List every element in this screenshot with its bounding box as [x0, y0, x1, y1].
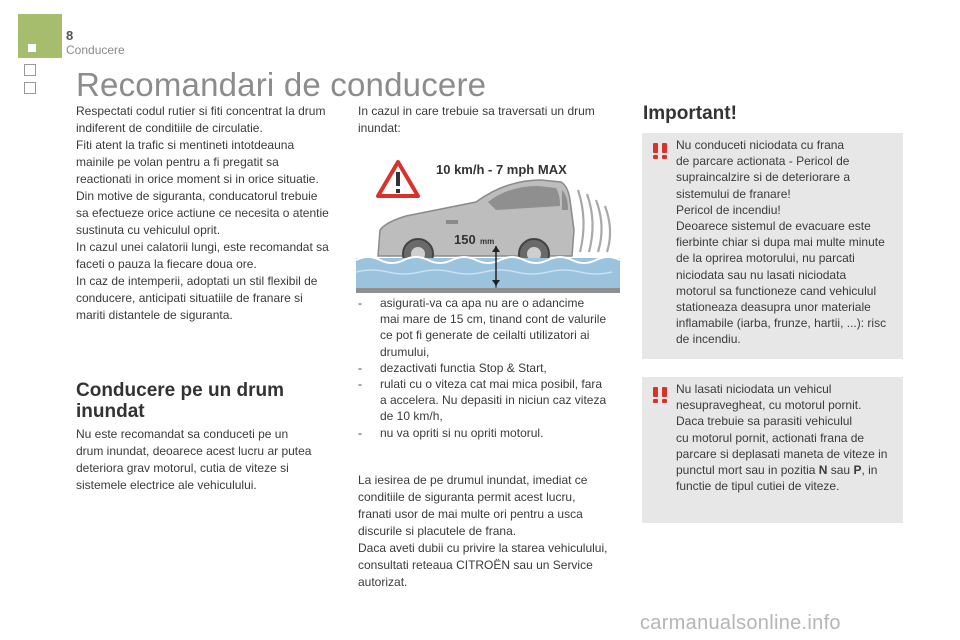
tab-square-icon: [28, 44, 36, 52]
depth-value: 150: [454, 232, 476, 247]
section-name: Conducere: [66, 43, 125, 57]
nav-square-icon: [24, 82, 36, 94]
list-item: - rulati cu o viteza cat mai mica posibil, fara a accelera. Nu depasiti in niciun caz viteza de 10 km/h,: [358, 377, 607, 424]
nav-square-icon: [24, 64, 36, 76]
gear-position-line: punctul mort sau in pozitia N sau P, in: [676, 463, 878, 478]
important-heading: Important!: [643, 103, 737, 124]
crossing-instructions-list: [358, 295, 623, 441]
double-exclamation-icon: [650, 143, 670, 159]
intro-text: Respectati codul rutier si fiti concentrat la drum indiferent de conditiile de circulatie. Fiti atent la trafic si mentineti intotdeauna mainile pe volan pentru a fi pregatit sa reactionati in orice moment si in orice situatie. Din motive de siguranta, conducatorul trebuie sa efectueze orice actiune ce necesita o atentie sustinuta cu vehiculul oprit. In cazul unei calatorii lungi, este recomandat sa faceti o pauza la fiecare doua ore. In caz de intemperii, adoptati un stil flexibil de conducere, anticipati situatiile de franare si mariti distantele de siguranta.: [76, 104, 329, 322]
parking-brake-warning-box: [642, 133, 903, 359]
section-color-tab: [18, 14, 62, 58]
exit-instructions-text: La iesirea de pe drumul inundat, imediat ce conditiile de siguranta permit acest lucru, franati usor de mai multe ori pentru a usca discurile si placutele de frana. Daca aveti dubii cu privire la starea vehiculului, consultati reteaua CITROËN sau un Service autorizat.: [358, 473, 608, 589]
double-exclamation-icon: [650, 387, 670, 403]
list-item: - asigurati-va ca apa nu are o adancime mai mare de 15 cm, tinand cont de valurile ce pot fi generate de ceilalti utilizatori ai drumului,: [358, 296, 607, 359]
page-title: Recomandari de conducere: [76, 66, 487, 103]
parking-brake-warning-text: Nu conduceti niciodata cu frana de parcare actionata - Pericol de supraincalzire si de deteriorare a sistemului de franare! Pericol de incendiu! Deoarece sistemul de evacuare este fierbinte chiar si dupa mai multe minute de la oprirea motorului, nu parcati niciodata sau nu lasati niciodata motorul sa functioneze cand vehiculul stationeaza deasupra unor materiale inflamabile (iarba, frunze, hartii, ...): risc de incendiu.: [676, 138, 887, 347]
unattended-vehicle-warning-text: Nu lasati niciodata un vehicul nesupravegheat, cu motorul pornit. Daca trebuie sa parasiti vehiculul cu motorul pornit, actionati frana de parcare si deplasati maneta de viteze in punctul mort sau in pozitia N sau P, in functie de tipul cutiei de viteze.: [676, 381, 896, 494]
list-item: - dezactivati functia Stop & Start,: [358, 360, 547, 375]
depth-unit: mm: [480, 237, 495, 246]
flooded-road-illustration: [356, 150, 620, 293]
speed-limit-label: 10 km/h - 7 mph MAX: [436, 162, 567, 177]
water-icon: [356, 257, 620, 293]
flooded-road-heading: Conducere pe un drum inundat: [76, 380, 284, 422]
flooded-warning-text: Nu este recomandat sa conduceti pe un drum inundat, deoarece acest lucru ar putea deteriora grav motorul, cutia de viteze si sistemele electrice ale vehiculului.: [76, 427, 312, 492]
page-number: 8: [66, 28, 74, 43]
list-item: - nu va opriti si nu opriti motorul.: [358, 425, 544, 440]
watermark: carmanualsonline.info: [640, 612, 841, 634]
crossing-intro-text: In cazul in care trebuie sa traversati un drum inundat:: [358, 104, 595, 135]
unattended-vehicle-warning-box: [642, 377, 903, 523]
